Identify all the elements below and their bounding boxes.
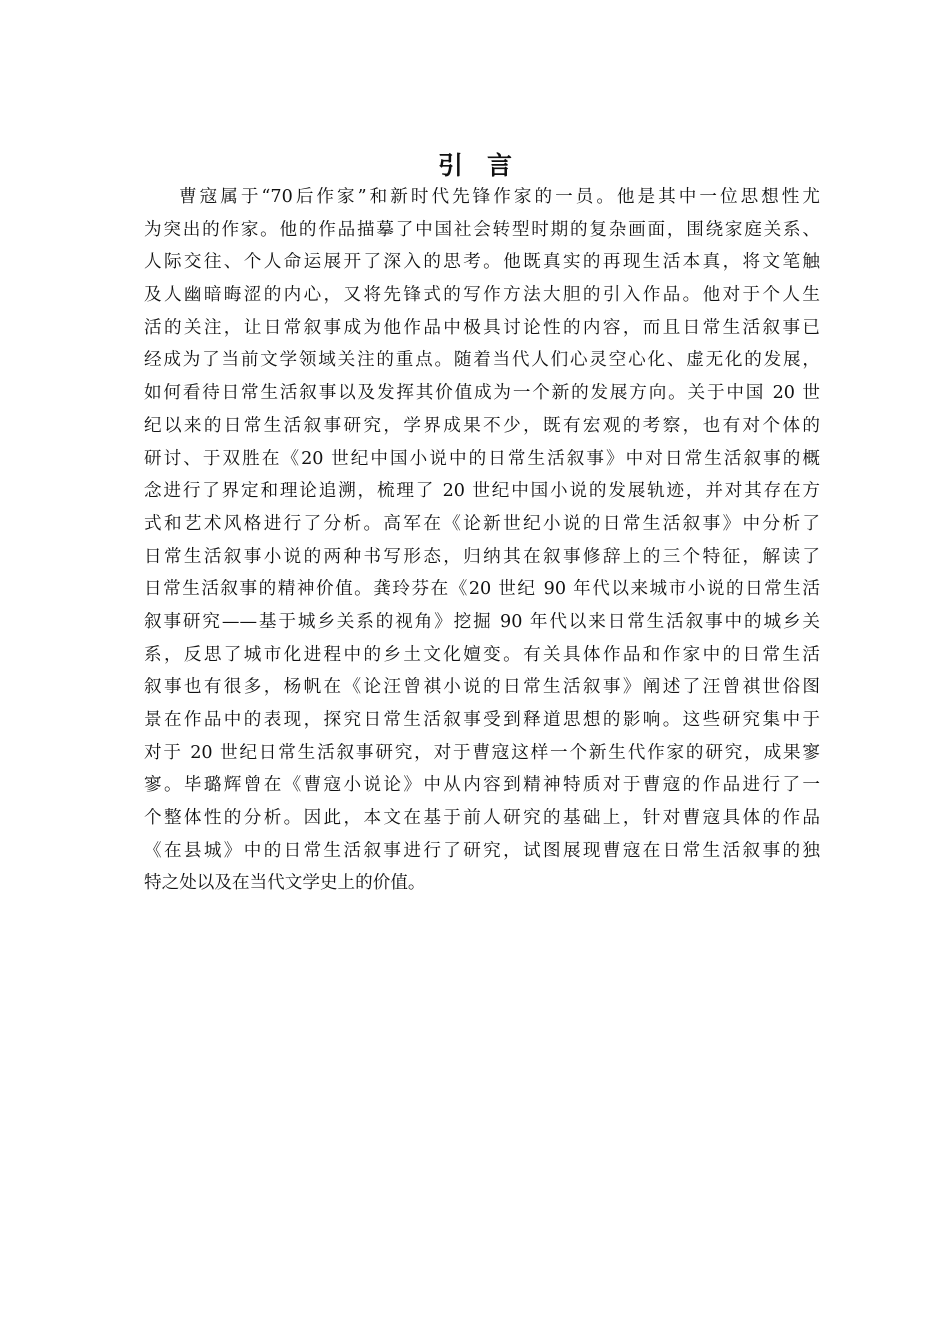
paragraph-line: 日常生活叙事的精神价值。龚玲芬在《20 世纪 90 年代以来城市小说的日常生活	[144, 579, 820, 600]
paragraph-line: 寥。毕璐辉曾在《曹寇小说论》中从内容到精神特质对于曹寇的作品进行了一	[144, 775, 820, 796]
paragraph-line: 如何看待日常生活叙事以及发挥其价值成为一个新的发展方向。关于中国 20 世	[144, 383, 820, 404]
intro-paragraph	[144, 181, 820, 900]
paragraph-line: 个整体性的分析。因此，本文在基于前人研究的基础上，针对曹寇具体的作品	[144, 808, 820, 829]
paragraph-line: 念进行了界定和理论追溯，梳理了 20 世纪中国小说的发展轨迹，并对其存在方	[144, 481, 820, 502]
paragraph-line: 经成为了当前文学领域关注的重点。随着当代人们心灵空心化、虚无化的发展，	[144, 350, 820, 371]
paragraph-line: 景在作品中的表现，探究日常生活叙事受到释道思想的影响。这些研究集中于	[144, 710, 820, 730]
paragraph-line: 特之处以及在当代文学史上的价值。	[144, 873, 426, 894]
paragraph-line: 日常生活叙事小说的两种书写形态，归纳其在叙事修辞上的三个特征，解读了	[144, 546, 820, 567]
paragraph-line: 及人幽暗晦涩的内心，又将先锋式的写作方法大胆的引入作品。他对于个人生	[144, 285, 820, 306]
paragraph-line: 研讨、于双胜在《20 世纪中国小说中的日常生活叙事》中对日常生活叙事的概	[144, 448, 820, 469]
paragraph-line: 为突出的作家。他的作品描摹了中国社会转型时期的复杂画面，围绕家庭关系、	[144, 219, 820, 240]
paragraph-line: 纪以来的日常生活叙事研究，学界成果不少，既有宏观的考察，也有对个体的	[144, 415, 820, 436]
paragraph-line: 曹寇属于“70后作家”和新时代先锋作家的一员。他是其中一位思想性尤	[179, 187, 820, 207]
section-title: 引言	[437, 151, 536, 180]
paragraph-line: 叙事研究——基于城乡关系的视角》挖掘 90 年代以来日常生活叙事中的城乡关	[144, 611, 820, 632]
paragraph-line: 式和艺术风格进行了分析。高军在《论新世纪小说的日常生活叙事》中分析了	[144, 513, 820, 534]
paragraph-line: 人际交往、个人命运展开了深入的思考。他既真实的再现生活本真，将文笔触	[144, 252, 820, 273]
paragraph-line: 系，反思了城市化进程中的乡土文化嬗变。有关具体作品和作家中的日常生活	[144, 644, 820, 665]
paragraph-line: 对于 20 世纪日常生活叙事研究，对于曹寇这样一个新生代作家的研究，成果寥	[144, 742, 820, 763]
paragraph-line: 叙事也有很多，杨帆在《论汪曾祺小说的日常生活叙事》阐述了汪曾祺世俗图	[144, 677, 820, 698]
paragraph-line: 活的关注，让日常叙事成为他作品中极具讨论性的内容，而且日常生活叙事已	[144, 317, 820, 338]
paragraph-line: 《在县城》中的日常生活叙事进行了研究，试图展现曹寇在日常生活叙事的独	[144, 840, 820, 861]
